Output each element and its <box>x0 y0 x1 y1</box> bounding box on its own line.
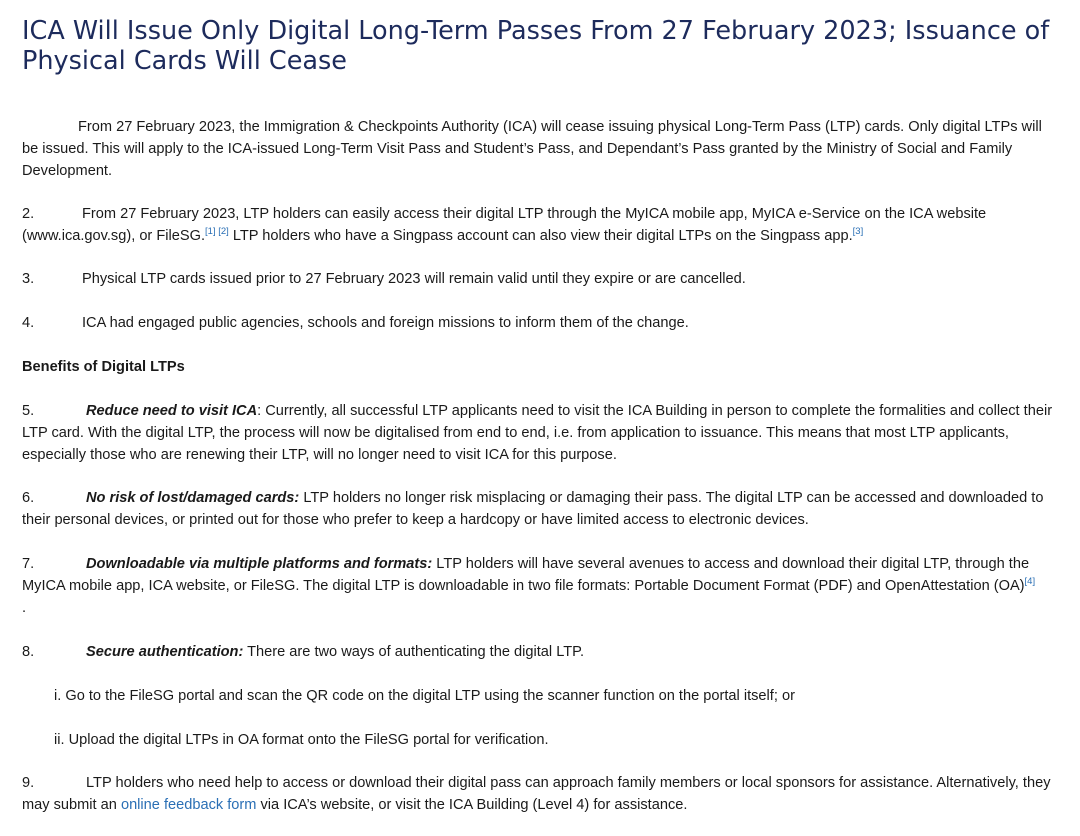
paragraph-4 <box>22 312 1062 334</box>
paragraph-number: 4. <box>22 315 35 331</box>
paragraph-7-tail: . <box>22 600 27 616</box>
paragraph-8-item-ii: ii. Upload the digital LTPs in OA format onto the FileSG portal for verification. <box>54 732 549 748</box>
benefits-heading: Benefits of Digital LTPs <box>22 359 185 375</box>
footnote-ref-4[interactable]: [4] <box>1024 576 1036 588</box>
footnote-ref-1[interactable]: [1] <box>205 226 216 238</box>
paragraph-3-text: Physical LTP cards issued prior to 27 February 2023 will remain valid until they expire or are cancelled. <box>82 271 746 287</box>
paragraph-5 <box>22 400 1062 466</box>
paragraph-4-text: ICA had engaged public agencies, schools and foreign missions to inform them of the change. <box>82 315 689 331</box>
paragraph-number: 5. <box>22 403 35 419</box>
paragraph-number: 3. <box>22 271 35 287</box>
paragraph-9-text-b: via ICA’s website, or visit the ICA Building (Level 4) for assistance. <box>256 797 688 813</box>
paragraph-number: 9. <box>22 775 35 791</box>
paragraph-6-text: LTP holders no longer risk misplacing or damaging their pass. The digital LTP can be accessed and downloaded to their personal devices, or printed out for those who prefer to keep a hardcopy or have limited access to electronic devices. <box>22 490 1044 528</box>
footnote-ref-3[interactable]: [3] <box>852 226 864 238</box>
paragraph-9 <box>22 772 1062 816</box>
paragraph-number: 2. <box>22 206 35 222</box>
paragraph-7 <box>22 553 1062 619</box>
paragraph-8 <box>22 641 1062 663</box>
paragraph-2-text-b: LTP holders who have a Singpass account can also view their digital LTPs on the Singpass app. <box>228 228 853 244</box>
paragraph-number: 7. <box>22 556 35 572</box>
paragraph-9-text-a: LTP holders who need help to access or download their digital pass can approach family members or local sponsors for assistance. Alternatively, they may submit an <box>22 775 1051 813</box>
online-feedback-form-link[interactable]: online feedback form <box>120 797 257 813</box>
paragraph-6 <box>22 487 1062 531</box>
paragraph-7-text: LTP holders will have several avenues to access and download their digital LTP, through the MyICA mobile app, ICA website, or FileSG. The digital LTP is downloadable in two file formats: Portable Document Format (PDF) and OpenAttestation (OA) <box>22 556 1030 594</box>
paragraph-8-text: There are two ways of authenticating the digital LTP. <box>243 644 585 660</box>
paragraph-1 <box>22 116 1062 182</box>
paragraph-2-text-a: From 27 February 2023, LTP holders can easily access their digital LTP through the MyICA mobile app, MyICA e-Service on the ICA website (www.ica.gov.sg), or FileSG. <box>22 206 987 244</box>
footnote-ref-2[interactable]: [2] <box>218 226 229 238</box>
paragraph-7-lead: Downloadable via multiple platforms and formats: <box>86 556 433 572</box>
paragraph-5-lead: Reduce need to visit ICA <box>86 403 258 419</box>
paragraph-5-text: : Currently, all successful LTP applicants need to visit the ICA Building in person to complete the formalities and collect their LTP card. With the digital LTP, the process will now be digitalised from end to end, i.e. from application to issuance. This means that most LTP applicants, especially those who are renewing their LTP, will no longer need to visit ICA for this purpose. <box>22 403 1053 463</box>
paragraph-6-lead: No risk of lost/damaged cards: <box>86 490 300 506</box>
paragraph-3 <box>22 268 1062 290</box>
paragraph-2 <box>22 203 1062 247</box>
paragraph-number: 8. <box>22 644 35 660</box>
page-title: ICA Will Issue Only Digital Long-Term Passes From 27 February 2023; Issuance of Physical Cards Will Cease <box>22 16 1050 76</box>
paragraph-number: 6. <box>22 490 35 506</box>
paragraph-1-text: From 27 February 2023, the Immigration & Checkpoints Authority (ICA) will cease issuing physical Long-Term Pass (LTP) cards. Only digital LTPs will be issued. This will apply to the ICA-issued Long-Term Visit Pass and Student’s Pass, and Dependant’s Pass granted by the Ministry of Social and Family Development. <box>22 119 1042 179</box>
paragraph-8-lead: Secure authentication: <box>86 644 244 660</box>
paragraph-8-item-i: i. Go to the FileSG portal and scan the QR code on the digital LTP using the scanner function on the portal itself; or <box>54 688 795 704</box>
